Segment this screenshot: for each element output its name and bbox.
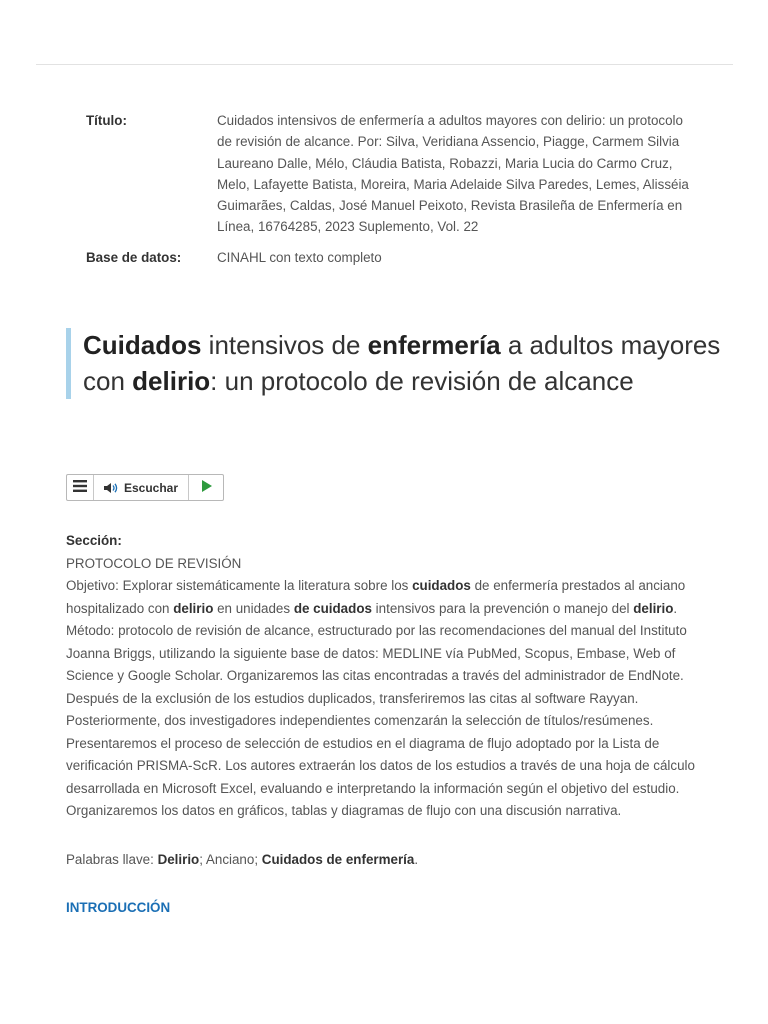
database-value: CINAHL con texto completo (217, 249, 382, 265)
database-key: Base de datos: (86, 249, 182, 265)
keywords (66, 849, 706, 872)
menu-icon (73, 479, 87, 497)
keywords-label: Palabras llave: (66, 851, 158, 867)
abstract-text-4: intensivos para la prevención o manejo del (371, 600, 634, 616)
article-body (66, 530, 706, 920)
article-title-block (66, 328, 723, 399)
keyword-delirio: Delirio (157, 851, 200, 867)
record-metadata (86, 110, 706, 268)
abstract-text-2: de enfermería prestados al anciano hospitalizado con (66, 578, 686, 616)
speaker-icon (104, 482, 120, 494)
keywords-end: . (414, 851, 419, 867)
abstract-term-delirio: delirio (173, 600, 214, 616)
play-button[interactable] (189, 475, 223, 500)
title-term-delirio: delirio (132, 365, 211, 396)
listen-label: Escuchar (123, 480, 179, 495)
title-text-1: intensivos de (201, 330, 368, 360)
abstract-paragraph (66, 575, 706, 823)
article-title (83, 328, 723, 399)
title-text-2: a adultos mayores con (83, 330, 721, 396)
play-icon (201, 479, 212, 497)
title-key: Título: (86, 113, 127, 128)
title-term-enfermeria: enfermería (367, 330, 501, 360)
abstract-text-5: . Método: protocolo de revisión de alcance, estructurado por las recomendaciones del manual del Instituto Joanna Briggs, utilizando la siguiente base de datos: MEDLINE vía PubMed, Scopus, Embase, Web of Science y Google Scholar. Organizaremos las citas encontradas a través del administrador de EndNote. Después de la exclusión de los estudios duplicados, transferiremos las citas al software Rayyan. Posteriormente, dos investigadores independientes comenzarán la selección de títulos/resúmenes. Presentaremos el proceso de selección de estudios en el diagrama de flujo adoptado por la Lista de verificación PRISMA-ScR. Los autores extraerán los datos de los estudios a través de una hoja de cálculo desarrollada en Microsoft Excel, evaluando e interpretando la información según el objetivo del estudio. Organizaremos los datos en gráficos, tablas y diagramas de flujo con una discusión narrativa. (66, 600, 695, 818)
database-row (86, 247, 706, 268)
title-term-cuidados: Cuidados (83, 330, 202, 360)
abstract-text-1: Objetivo: Explorar sistemáticamente la literatura sobre los (66, 578, 413, 593)
title-text-3: : un protocolo de revisión de alcance (210, 365, 634, 396)
keywords-sep: ; Anciano; (199, 851, 262, 867)
title-row (86, 110, 706, 238)
abstract-term-de-cuidados: de cuidados (293, 600, 372, 616)
section-label: Sección: (66, 533, 122, 548)
abstract-text-3: en unidades (213, 600, 294, 616)
player-menu-button[interactable] (67, 475, 94, 500)
section-value: PROTOCOLO DE REVISIÓN (66, 555, 242, 571)
abstract-term-cuidados: cuidados (412, 578, 471, 593)
text-to-speech-player (66, 474, 224, 501)
title-value: Cuidados intensivos de enfermería a adultos mayores con delirio: un protocolo de revisión de alcance. Por: Silva, Veridiana Assencio, Piagge, Carmem Silvia Laureano Dalle, Mélo, Cláudia Batista, Robazzi, Maria Lucia do Carmo Cruz, Melo, Lafayette Batista, Moreira, Maria Adelaide Silva Paredes, Lemes, Alisséia Guimarães, Caldas, José Manuel Peixoto, Revista Brasileña de Enfermería en Línea, 16764285, 2023 Suplemento, Vol. 22 (217, 113, 689, 235)
introduction-heading[interactable]: INTRODUCCIÓN (66, 900, 171, 915)
keyword-cuidados-enfermeria: Cuidados de enfermería (261, 851, 415, 867)
top-divider (36, 64, 733, 65)
abstract-term-delirio-2: delirio (633, 600, 674, 616)
listen-button[interactable] (94, 475, 189, 500)
